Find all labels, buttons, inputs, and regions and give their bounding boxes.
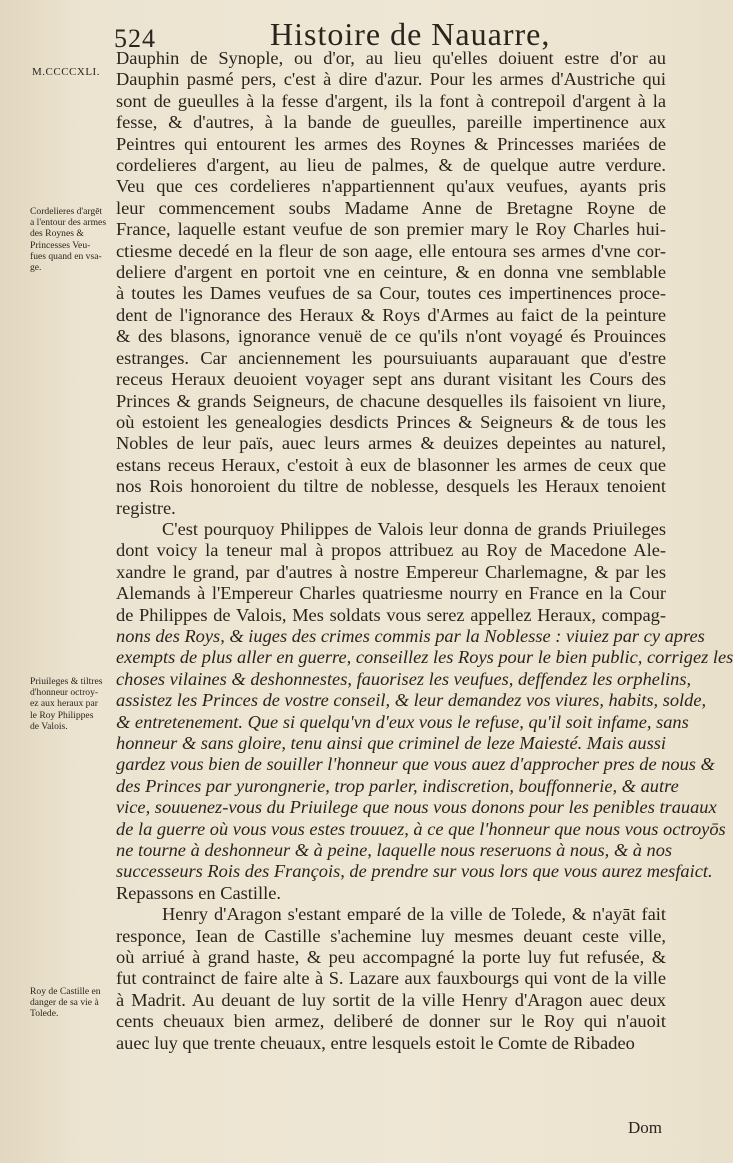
margin-note-castille — [30, 986, 118, 1020]
text-line: ne tourne à deshonneur & à peine, laquelle nous reseruons à nous, & à nos — [116, 840, 673, 861]
margin-line: le Roy Philippes — [30, 709, 94, 721]
text-line: nos Rois honoroient du tiltre de noblesse, desquels les Heraux tenoient — [116, 476, 666, 497]
margin-note-cordelieres — [30, 206, 118, 273]
margin-line: ez aux heraux par — [30, 698, 98, 710]
margin-line: ge. — [30, 262, 42, 274]
margin-note-priuileges — [30, 676, 118, 732]
margin-line: Princesses Veu- — [30, 239, 91, 251]
text-line: de la guerre où vous vous estes trouuez, à ce que l'honneur que nous vous octroyōs — [116, 818, 726, 839]
margin-line: d'honneur octroy- — [30, 687, 99, 699]
text-line: cordelieres d'argent, au lieu de palmes, & de quelque autre verdure. — [116, 155, 666, 176]
text-line: vice, souuenez-vous du Priuilege que nous vous donons pour les penibles trauaux — [116, 797, 717, 818]
margin-line: Roy de Castille en — [30, 986, 101, 997]
text-line: des Princes par yurongnerie, trop parler, indiscretion, bouffonnerie, & autre — [116, 775, 679, 796]
text-line: receus Heraux deuoient voyager sept ans durant visitant les Cours des — [116, 369, 666, 390]
text-line: estans receus Heraux, c'estoit à eux de blasonner les armes de ceux que — [116, 454, 666, 475]
margin-line: a l'entour des armes — [30, 217, 107, 229]
text-line: xandre le grand, par d'autres à nostre Empereur Charlemagne, & par les — [116, 561, 666, 582]
text-line: dent de l'ignorance des Heraux & Roys d'Armes au faict de la peinture — [116, 304, 666, 325]
margin-line: de Valois. — [30, 720, 68, 732]
text-line: Dauphin de Synople, ou d'or, au lieu qu'elles doiuent estre d'or au — [116, 48, 666, 68]
text-line: Alemands à l'Empereur Charles quatriesme nourry en France en la Cour — [116, 583, 666, 604]
text-line: estranges. Car anciennement les poursuiuants auparauant que d'estre — [116, 347, 666, 368]
text-line: gardez vous bien de souiller l'honneur que vous auez d'approcher pres de nous & — [116, 754, 715, 775]
margin-line: Priuileges & tiltres — [30, 676, 103, 687]
text-line: dont voicy la teneur mal à propos attribuez au Roy de Macedone Ale- — [116, 540, 666, 561]
text-line: à toutes les Dames veufues de sa Cour, toutes ces impertinences proce- — [116, 283, 666, 304]
margin-line: danger de sa vie à — [30, 997, 99, 1009]
text-line: Repassons en Castille. — [116, 882, 281, 903]
text-line: à Madrit. Au deuant de luy sortit de la ville Henry d'Aragon auec deux — [116, 989, 666, 1010]
text-line: Peintres qui entourent les armes des Roynes & Princesses mariées de — [116, 133, 666, 154]
text-line: cents cheuaux bien armez, deliberé de donner sur le Roy qui n'auoit — [116, 1011, 666, 1032]
page-number: 524 — [114, 24, 156, 53]
text-line: successeurs Rois des François, de prendre sur vous lors que vous aurez mesfaict. — [116, 861, 713, 882]
text-line: de Philippes de Valois, Mes soldats vous serez appellez Heraux, compag- — [116, 604, 666, 625]
text-line: Veu que ces cordelieres n'appartiennent qu'aux veufues, ayants pris — [116, 176, 666, 197]
body-text — [116, 48, 733, 1054]
margin-line: Tolede. — [30, 1008, 59, 1020]
text-line: leur commencement soubs Madame Anne de Bretagne Royne de — [116, 197, 666, 218]
text-line: auec luy que trente cheuaux, entre lesquels estoit le Comte de Ribadeo — [116, 1032, 635, 1053]
margin-line: des Roynes & — [30, 228, 84, 240]
text-line: Henry d'Aragon s'estant emparé de la ville de Tolede, & n'ayāt fait — [162, 904, 666, 925]
running-head: Histoire de Nauarre, — [270, 16, 551, 52]
text-line: nons des Roys, & iuges des crimes commis par la Noblesse : viuiez par cy apres — [116, 625, 705, 646]
year-marginal: M.CCCCXLI. — [32, 66, 100, 78]
text-line: C'est pourquoy Philippes de Valois leur donna de grands Priuileges — [162, 518, 666, 539]
text-line: ctiesme decedé en la fleur de son aage, elle entoura ses armes d'vne cor- — [116, 240, 666, 261]
text-line: sont de gueulles à la fesse d'argent, ils la font à contrepoil d'argent à la — [116, 90, 666, 111]
text-line: où arriué à grand haste, & peu accompagné la porte luy fut refusée, & — [116, 947, 666, 968]
text-line: Dauphin pasmé pers, c'est à dire d'azur. Pour les armes d'Austriche qui — [116, 69, 666, 90]
text-line: Princes & grands Seigneurs, de chacune desquelles ils faisoient vn liure, — [116, 390, 666, 411]
text-line: registre. — [116, 497, 176, 518]
margin-line: fues quand en vsa- — [30, 250, 102, 262]
text-line: Nobles de leur païs, auec leurs armes & deuizes depeintes au naturel, — [116, 433, 666, 454]
text-line: assistez les Princes de vostre conseil, & leur demandez vos viures, habits, solde, — [116, 690, 707, 711]
catchword: Dom — [628, 1118, 662, 1137]
text-line: choses vilaines & deshonnestes, fauorisez les veufues, deffendez les orphelins, — [116, 668, 692, 689]
text-line: & des blasons, ignorance venuë de ce qu'ils n'ont voyagé és Prouinces — [116, 326, 666, 347]
margin-line: Cordelieres d'argēt — [30, 206, 103, 217]
text-line: honneur & sans gloire, tenu ainsi que criminel de leze Maiesté. Mais aussi — [116, 733, 666, 753]
text-line: responce, Iean de Castille s'achemine luy mesmes deuant ceste ville, — [116, 925, 666, 946]
text-line: fesse, & d'autres, à la bande de gueulles, pareille impertinence aux — [116, 112, 666, 133]
text-line: deliere d'argent en portoit vne en ceinture, & en donna vne semblable — [116, 262, 666, 283]
text-line: France, laquelle estant veufue de son premier mary le Roy Charles hui- — [116, 219, 666, 240]
text-line: & entretenement. Que si quelqu'vn d'eux vous le refuse, qu'il soit infame, sans — [116, 711, 689, 732]
text-line: fut contrainct de faire alte à S. Lazare aux fauxbourgs qui vont de la ville — [116, 968, 666, 989]
text-line: exempts de plus aller en guerre, conseillez les Roys pour le bien public, corrigez les — [116, 647, 733, 668]
text-line: où estoient les genealogies desdicts Princes & Seigneurs & de tous les — [116, 411, 666, 432]
